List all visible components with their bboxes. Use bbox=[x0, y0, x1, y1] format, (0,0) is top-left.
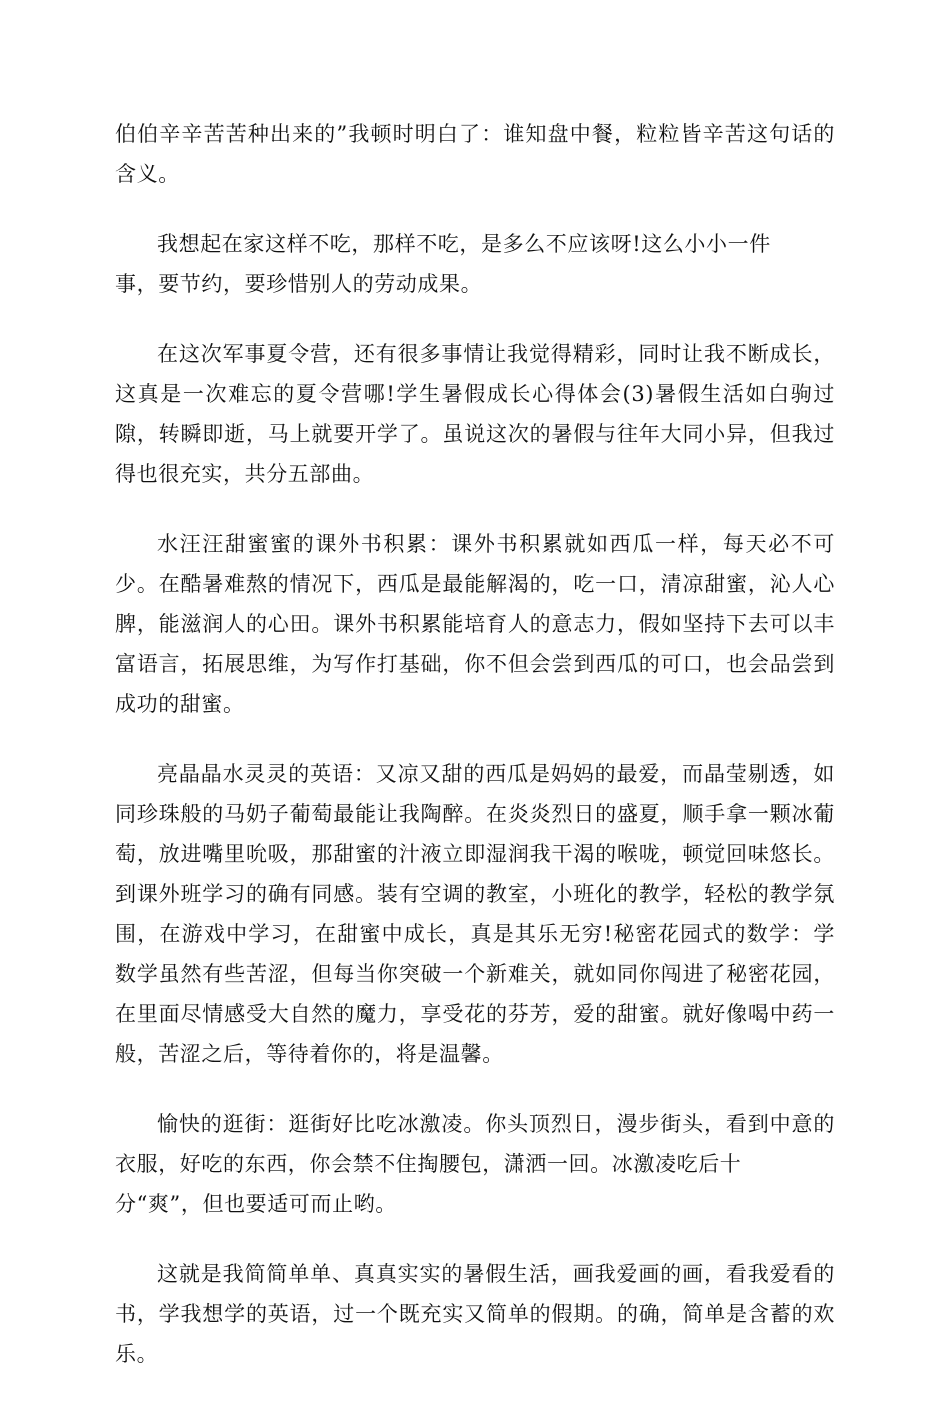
paragraph-3: 在这次军事夏令营，还有很多事情让我觉得精彩，同时让我不断成长，这真是一次难忘的夏令营哪!学生暑假成长心得体会(3)暑假生活如白驹过隙，转瞬即逝，马上就要开学了。虽说这次的暑假与往年大同小异，但我过得也很充实，共分五部曲。 bbox=[115, 342, 835, 486]
paragraph-1: 伯伯辛辛苦苦种出来的”我顿时明白了：谁知盘中餐，粒粒皆辛苦这句话的含义。 bbox=[115, 122, 835, 186]
paragraph-5: 亮晶晶水灵灵的英语：又凉又甜的西瓜是妈妈的最爱，而晶莹剔透，如同珍珠般的马奶子葡萄最能让我陶醉。在炎炎烈日的盛夏，顺手拿一颗冰葡萄，放进嘴里吮吸，那甜蜜的汁液立即湿润我干渴的喉咙，顿觉回味悠长。到课外班学习的确有同感。装有空调的教室，小班化的教学，轻松的教学氛围，在游戏中学习，在甜蜜中成长，真是其乐无穷!秘密花园式的数学：学数学虽然有些苦涩，但每当你突破一个新难关，就如同你闯进了秘密花园，在里面尽情感受大自然的魔力，享受花的芬芳，爱的甜蜜。就好像喝中药一般，苦涩之后，等待着你的，将是温馨。 bbox=[115, 762, 835, 1066]
paragraph-4: 水汪汪甜蜜蜜的课外书积累：课外书积累就如西瓜一样，每天必不可少。在酷暑难熬的情况下，西瓜是最能解渴的，吃一口，清凉甜蜜，沁人心脾，能滋润人的心田。课外书积累能培育人的意志力，假如坚持下去可以丰富语言，拓展思维，为写作打基础，你不但会尝到西瓜的可口，也会品尝到成功的甜蜜。 bbox=[115, 532, 835, 716]
paragraph-2: 我想起在家这样不吃，那样不吃，是多么不应该呀!这么小小一件 事，要节约，要珍惜别人的劳动成果。 bbox=[115, 232, 771, 296]
document-body bbox=[115, 114, 835, 1404]
paragraph-6: 愉快的逛街：逛街好比吃冰激凌。你头顶烈日，漫步街头，看到中意的衣服，好吃的东西，你会禁不住掏腰包，潇洒一回。冰激凌吃后十 分“爽”，但也要适可而止哟。 bbox=[115, 1112, 835, 1216]
paragraph-7: 这就是我简简单单、真真实实的暑假生活，画我爱画的画，看我爱看的书，学我想学的英语，过一个既充实又简单的假期。的确，简单是含蓄的欢乐。 bbox=[115, 1262, 835, 1366]
